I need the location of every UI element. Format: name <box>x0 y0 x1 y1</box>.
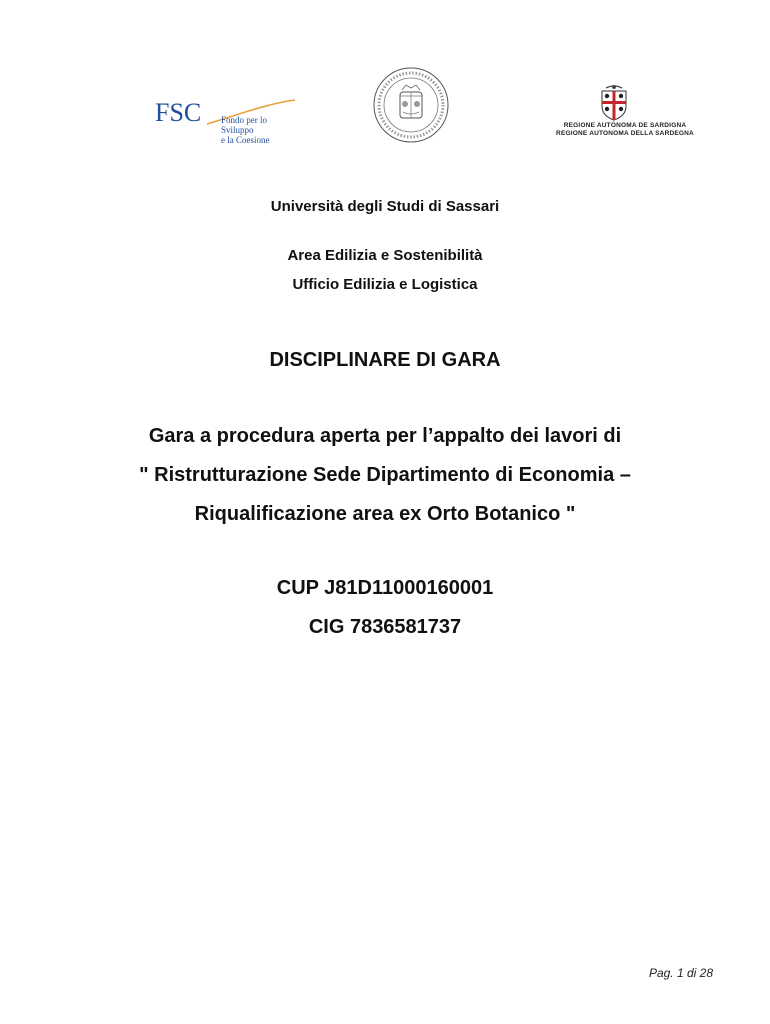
fsc-caption-line1: Fondo per lo Sviluppo <box>221 115 267 135</box>
fsc-logo <box>155 98 305 148</box>
subject-line-3: Riqualificazione area ex Orto Botanico " <box>194 503 576 525</box>
university-seal-icon <box>372 66 450 144</box>
sardinia-crest-icon <box>597 84 631 122</box>
fsc-caption <box>221 115 301 145</box>
subject-line-2: " Ristrutturazione Sede Dipartimento di Economia – <box>139 464 631 486</box>
regione-sardegna-logo <box>545 84 705 144</box>
cup-code: CUP J81D11000160001 <box>276 577 494 599</box>
region-name-italian: REGIONE AUTONOMA DELLA SARDEGNA <box>556 130 694 137</box>
header-logos <box>0 60 770 160</box>
office-name: Ufficio Edilizia e Logistica <box>292 276 478 293</box>
area-name: Area Edilizia e Sostenibilità <box>287 247 483 264</box>
document-title: DISCIPLINARE DI GARA <box>269 349 501 371</box>
subject-line-1: Gara a procedura aperta per l’appalto dei lavori di <box>148 425 622 447</box>
cig-code: CIG 7836581737 <box>308 616 462 638</box>
university-name: Università degli Studi di Sassari <box>270 198 500 215</box>
fsc-caption-line2: e la Coesione <box>221 135 270 145</box>
page-number: Pag. 1 di 28 <box>648 966 713 980</box>
fsc-mark: FSC <box>155 98 202 127</box>
region-name-sardinian: REGIONE AUTÒNOMA DE SARDIGNA <box>563 122 687 129</box>
